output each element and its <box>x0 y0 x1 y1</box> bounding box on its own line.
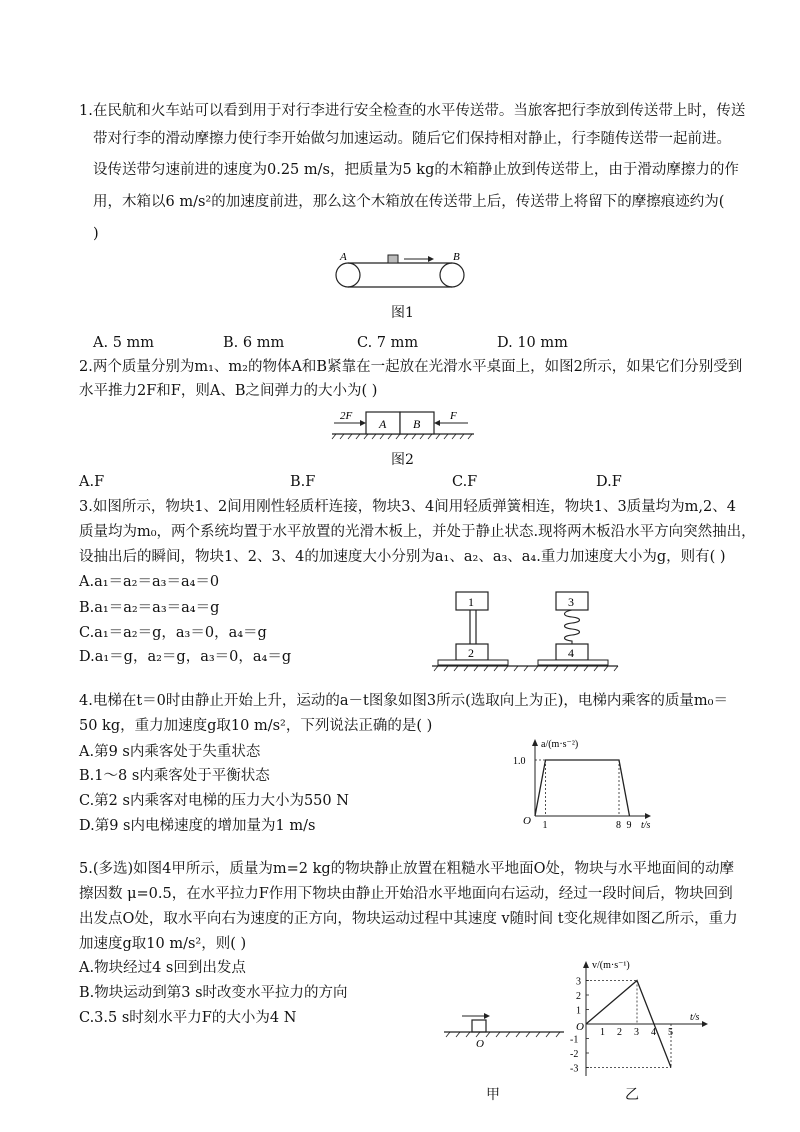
vt-y-tick-label: 1 <box>576 1005 581 1017</box>
right-board <box>538 660 608 665</box>
q2-option-c: C.F <box>452 474 478 490</box>
q5-line-1: 5.(多选)如图4甲所示，质量为m=2 kg的物块静止放置在粗糙水平地面O处，物块与水平地面间的动摩 <box>79 861 735 877</box>
vt-x-label: t/s <box>690 1012 700 1023</box>
at-x-tick-label: 8 <box>616 820 621 831</box>
q1-line-5: ) <box>93 226 99 242</box>
vt-x-tick-label: 5 <box>668 1027 673 1038</box>
q4-line-1: 4.电梯在t＝0时由静止开始上升，运动的a－t图象如图3所示(选取向上为正)，电梯内乘客的质量m₀＝ <box>79 693 728 709</box>
vt-y-tick-label: -3 <box>570 1063 579 1075</box>
q1-option-c: C. 7 mm <box>357 335 419 351</box>
q3-option-c: C.a₁＝a₂＝g，a₃＝0，a₄＝g <box>79 625 267 641</box>
force-2f-label: 2F <box>340 410 353 422</box>
vt-x-tick-label: 1 <box>600 1027 605 1038</box>
velocity-time-chart <box>566 958 716 1082</box>
q1-option-a: A. 5 mm <box>93 335 155 351</box>
acceleration-time-chart <box>505 736 665 830</box>
q1-line-2: 带对行李的滑动摩擦力使行李开始做匀加速运动。随后它们保持相对静止，行李随传送带一起前进。 <box>93 131 731 147</box>
q3-line-3: 设抽出后的瞬间，物块1、2、3、4的加速度大小分别为a₁、a₂、a₃、a₄.重力加速度大小为g，则有( ) <box>79 549 726 565</box>
q1-line-3: 设传送带匀速前进的速度为0.25 m/s，把质量为5 kg的木箱静止放到传送带上，由于滑动摩擦力的作 <box>93 162 739 178</box>
figure-1-caption: 图1 <box>391 305 414 321</box>
q1-line-4: 用，木箱以6 m/s²的加速度前进，那么这个木箱放在传送带上后，传送带上将留下的摩擦痕迹约为( <box>93 194 725 210</box>
q4-option-d: D.第9 s内电梯速度的增加量为1 m/s <box>79 818 316 834</box>
block-2-label: 2 <box>468 646 474 660</box>
force-f-label: F <box>450 410 457 422</box>
vt-y-label: v/(m·s⁻¹) <box>592 960 630 971</box>
at-x-tick-label: 9 <box>626 820 632 831</box>
q4-option-c: C.第2 s内乘客对电梯的压力大小为550 N <box>79 793 349 809</box>
q5-option-a: A.物块经过4 s回到出发点 <box>79 960 246 976</box>
q3-option-b: B.a₁＝a₂＝a₃＝a₄＝g <box>79 600 220 616</box>
left-pulley <box>336 263 360 287</box>
vt-x-tick-label: 4 <box>651 1027 656 1038</box>
rod-spring-figure <box>432 588 632 672</box>
q1-option-d: D. 10 mm <box>497 335 568 351</box>
q3-option-a: A.a₁＝a₂＝a₃＝a₄＝0 <box>79 574 220 590</box>
at-y-label: a/(m·s⁻²) <box>541 739 579 750</box>
block-3-label: 3 <box>568 595 574 609</box>
q5-option-c: C.3.5 s时刻水平力F的大小为4 N <box>79 1010 297 1026</box>
vt-origin-label: O <box>576 1021 584 1033</box>
point-o-label: O <box>476 1038 484 1050</box>
spring <box>565 610 580 644</box>
luggage-box <box>388 255 398 263</box>
q4-option-b: B.1～8 s内乘客处于平衡状态 <box>79 768 270 784</box>
vt-y-tick-label: -2 <box>570 1049 579 1060</box>
q4-line-2: 50 kg，重力加速度g取10 m/s²，下列说法正确的是( ) <box>79 718 433 734</box>
block-1-label: 1 <box>468 595 474 609</box>
label-b: B <box>453 251 460 263</box>
block <box>472 1020 486 1032</box>
label-a: A <box>340 251 347 263</box>
q2-option-a: A.F <box>79 474 105 490</box>
q2-line-2: 水平推力2F和F，则A、B之间弹力的大小为( ) <box>79 383 378 399</box>
q2-option-b: B.F <box>290 474 316 490</box>
q5-line-4: 加速度g取10 m/s²，则( ) <box>79 936 247 952</box>
two-blocks-figure <box>328 406 478 442</box>
q2-option-d: D.F <box>596 474 622 490</box>
q3-line-1: 3.如图所示，物块1、2间用刚性轻质杆连接，物块3、4间用轻质弹簧相连，物块1、3质量均为m,2、4 <box>79 499 736 515</box>
figure-jia-caption: 甲 <box>486 1087 500 1103</box>
right-pulley <box>440 263 464 287</box>
vt-x-tick-label: 2 <box>617 1027 622 1038</box>
q3-option-d: D.a₁＝g，a₂＝g，a₃＝0，a₄＝g <box>79 649 292 665</box>
q4-option-a: A.第9 s内乘客处于失重状态 <box>79 744 261 760</box>
q1-line-1: 1.在民航和火车站可以看到用于对行李进行安全检查的水平传送带。当旅客把行李放到传送带上时，传送 <box>79 103 746 119</box>
q5-line-3: 出发点O处，取水平向右为速度的正方向，物块运动过程中其速度 v随时间 t变化规律如图乙所示，重力 <box>79 911 738 927</box>
figure-2-caption: 图2 <box>391 452 414 468</box>
q2-line-1: 2.两个质量分别为m₁、m₂的物体A和B紧靠在一起放在光滑水平桌面上，如图2所示，如果它们分别受到 <box>79 359 743 375</box>
block-a-label: A <box>379 417 387 431</box>
vt-y-tick-label: 2 <box>576 991 581 1002</box>
at-x-label: t/s <box>641 820 651 831</box>
at-series-line <box>535 760 630 816</box>
left-board <box>438 660 508 665</box>
vt-y-tick-label: 3 <box>576 976 581 988</box>
conveyor-belt-figure <box>320 248 490 296</box>
at-x-tick-label: 1 <box>542 820 548 831</box>
q3-line-2: 质量均为m₀，两个系统均置于水平放置的光滑木板上，并处于静止状态.现将两木板沿水平方向突然抽出， <box>79 524 756 540</box>
block-4-label: 4 <box>568 646 574 660</box>
q1-option-b: B. 6 mm <box>223 335 285 351</box>
at-y-tick-label: 1.0 <box>513 756 526 767</box>
figure-yi-caption: 乙 <box>625 1087 639 1103</box>
at-origin-label: O <box>523 815 531 827</box>
vt-x-tick-label: 3 <box>634 1027 639 1038</box>
q5-line-2: 擦因数 μ=0.5，在水平拉力F作用下物块由静止开始沿水平地面向右运动，经过一段时间后，物块回到 <box>79 886 733 902</box>
block-on-ground-figure <box>440 1008 570 1048</box>
q5-option-b: B.物块运动到第3 s时改变水平拉力的方向 <box>79 985 348 1001</box>
vt-y-tick-label: -1 <box>570 1034 579 1046</box>
block-b-label: B <box>413 417 421 431</box>
